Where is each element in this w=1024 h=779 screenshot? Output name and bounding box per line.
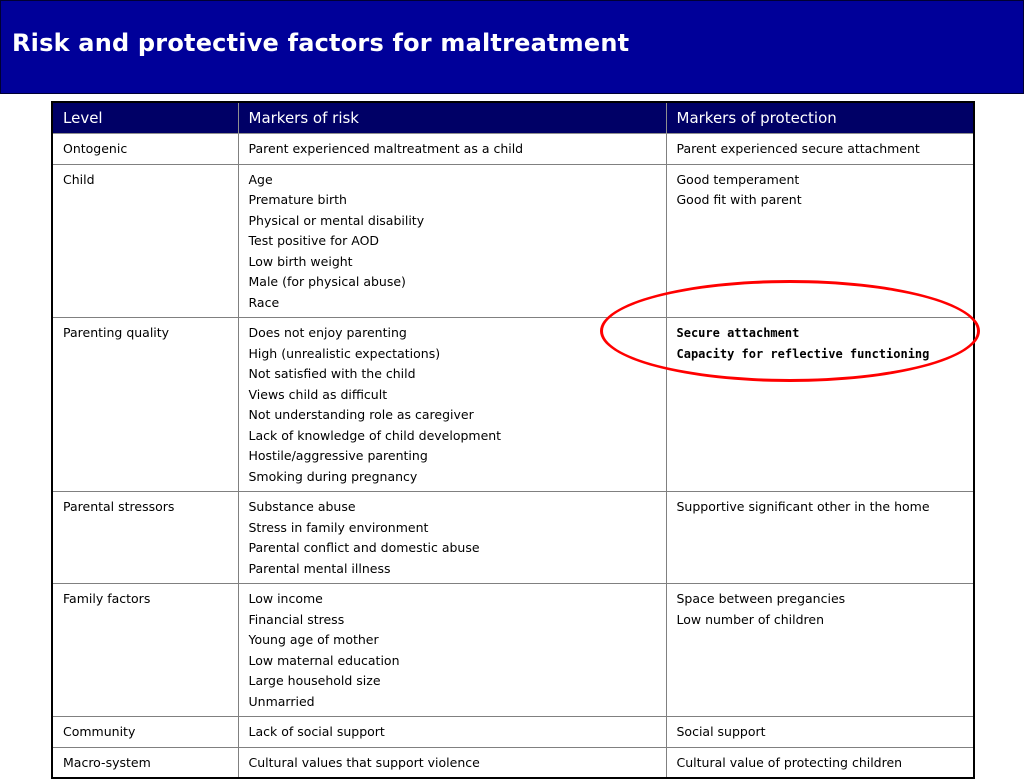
risk-marker: Smoking during pregnancy xyxy=(248,468,418,484)
level-cell xyxy=(52,584,238,717)
risk-cell xyxy=(238,584,666,717)
risk-marker: Not understanding role as caregiver xyxy=(248,407,474,422)
protection-marker: Social support xyxy=(676,724,766,739)
protection-marker: Low number of children xyxy=(676,611,825,627)
protection-cell xyxy=(666,134,974,165)
risk-protective-table xyxy=(51,101,975,779)
header-level: Level xyxy=(52,102,238,134)
level-label: Macro-system xyxy=(63,754,151,770)
protection-marker: Secure attachment xyxy=(676,326,800,340)
page-title: Risk and protective factors for maltreatment xyxy=(12,29,630,57)
table-header-row xyxy=(52,102,974,134)
table-body xyxy=(52,134,974,779)
risk-marker: Not satisfied with the child xyxy=(248,366,416,381)
title-bar xyxy=(0,0,1024,94)
level-cell xyxy=(52,134,238,165)
protection-marker: Good temperament xyxy=(676,171,800,187)
table-row xyxy=(52,318,974,492)
risk-cell xyxy=(238,492,666,584)
table-row xyxy=(52,164,974,318)
protection-cell xyxy=(666,492,974,584)
risk-marker: Parent experienced maltreatment as a child xyxy=(248,141,524,156)
protection-marker: Good fit with parent xyxy=(676,192,802,207)
risk-marker: Cultural values that support violence xyxy=(248,754,480,770)
risk-marker: Young age of mother xyxy=(248,632,379,647)
protection-cell xyxy=(666,584,974,717)
risk-marker: Substance abuse xyxy=(248,499,356,514)
level-cell xyxy=(52,747,238,778)
risk-marker: Lack of social support xyxy=(248,724,385,739)
level-label: Family factors xyxy=(63,591,151,606)
risk-marker: Unmarried xyxy=(248,693,315,709)
risk-cell xyxy=(238,164,666,318)
table-row xyxy=(52,717,974,748)
protection-marker: Parent experienced secure attachment xyxy=(676,141,920,156)
level-label: Parental stressors xyxy=(63,499,175,514)
risk-cell xyxy=(238,717,666,748)
risk-marker: Financial stress xyxy=(248,611,345,627)
level-label: Ontogenic xyxy=(63,141,128,156)
risk-marker: High (unrealistic expectations) xyxy=(248,345,441,361)
level-cell xyxy=(52,318,238,492)
risk-marker: Parental mental illness xyxy=(248,560,391,576)
level-label: Parenting quality xyxy=(63,325,170,340)
level-label: Child xyxy=(63,171,95,187)
protection-cell xyxy=(666,164,974,318)
risk-cell xyxy=(238,747,666,778)
risk-marker: Physical or mental disability xyxy=(248,212,425,228)
risk-marker: Does not enjoy parenting xyxy=(248,325,407,340)
protection-cell xyxy=(666,318,974,492)
protection-cell xyxy=(666,747,974,778)
table-row xyxy=(52,134,974,165)
header-markers-of-protection: Markers of protection xyxy=(666,102,974,134)
protection-marker: Cultural value of protecting children xyxy=(676,754,903,770)
protection-marker: Space between pregancies xyxy=(676,591,846,606)
risk-marker: Hostile/aggressive parenting xyxy=(248,448,428,463)
risk-marker: Large household size xyxy=(248,673,381,688)
risk-marker: Male (for physical abuse) xyxy=(248,274,406,289)
header-markers-of-risk: Markers of risk xyxy=(238,102,666,134)
risk-marker: Low birth weight xyxy=(248,253,353,269)
risk-marker: Low maternal education xyxy=(248,652,400,668)
protection-marker: Capacity for reflective functioning xyxy=(676,346,930,361)
risk-marker: Premature birth xyxy=(248,192,347,207)
risk-marker: Stress in family environment xyxy=(248,519,429,535)
table-row xyxy=(52,492,974,584)
table-row xyxy=(52,584,974,717)
level-cell xyxy=(52,717,238,748)
protection-cell xyxy=(666,717,974,748)
risk-marker: Test positive for AOD xyxy=(248,233,380,248)
risk-marker: Age xyxy=(248,171,273,187)
risk-cell xyxy=(238,318,666,492)
table-row xyxy=(52,747,974,778)
level-cell xyxy=(52,164,238,318)
risk-marker: Parental conflict and domestic abuse xyxy=(248,540,480,555)
risk-cell xyxy=(238,134,666,165)
protection-marker: Supportive significant other in the home xyxy=(676,499,930,514)
level-cell xyxy=(52,492,238,584)
risk-marker: Race xyxy=(248,294,280,310)
risk-marker: Low income xyxy=(248,591,323,606)
risk-marker: Lack of knowledge of child development xyxy=(248,427,502,443)
level-label: Community xyxy=(63,724,136,739)
risk-marker: Views child as difficult xyxy=(248,386,388,402)
